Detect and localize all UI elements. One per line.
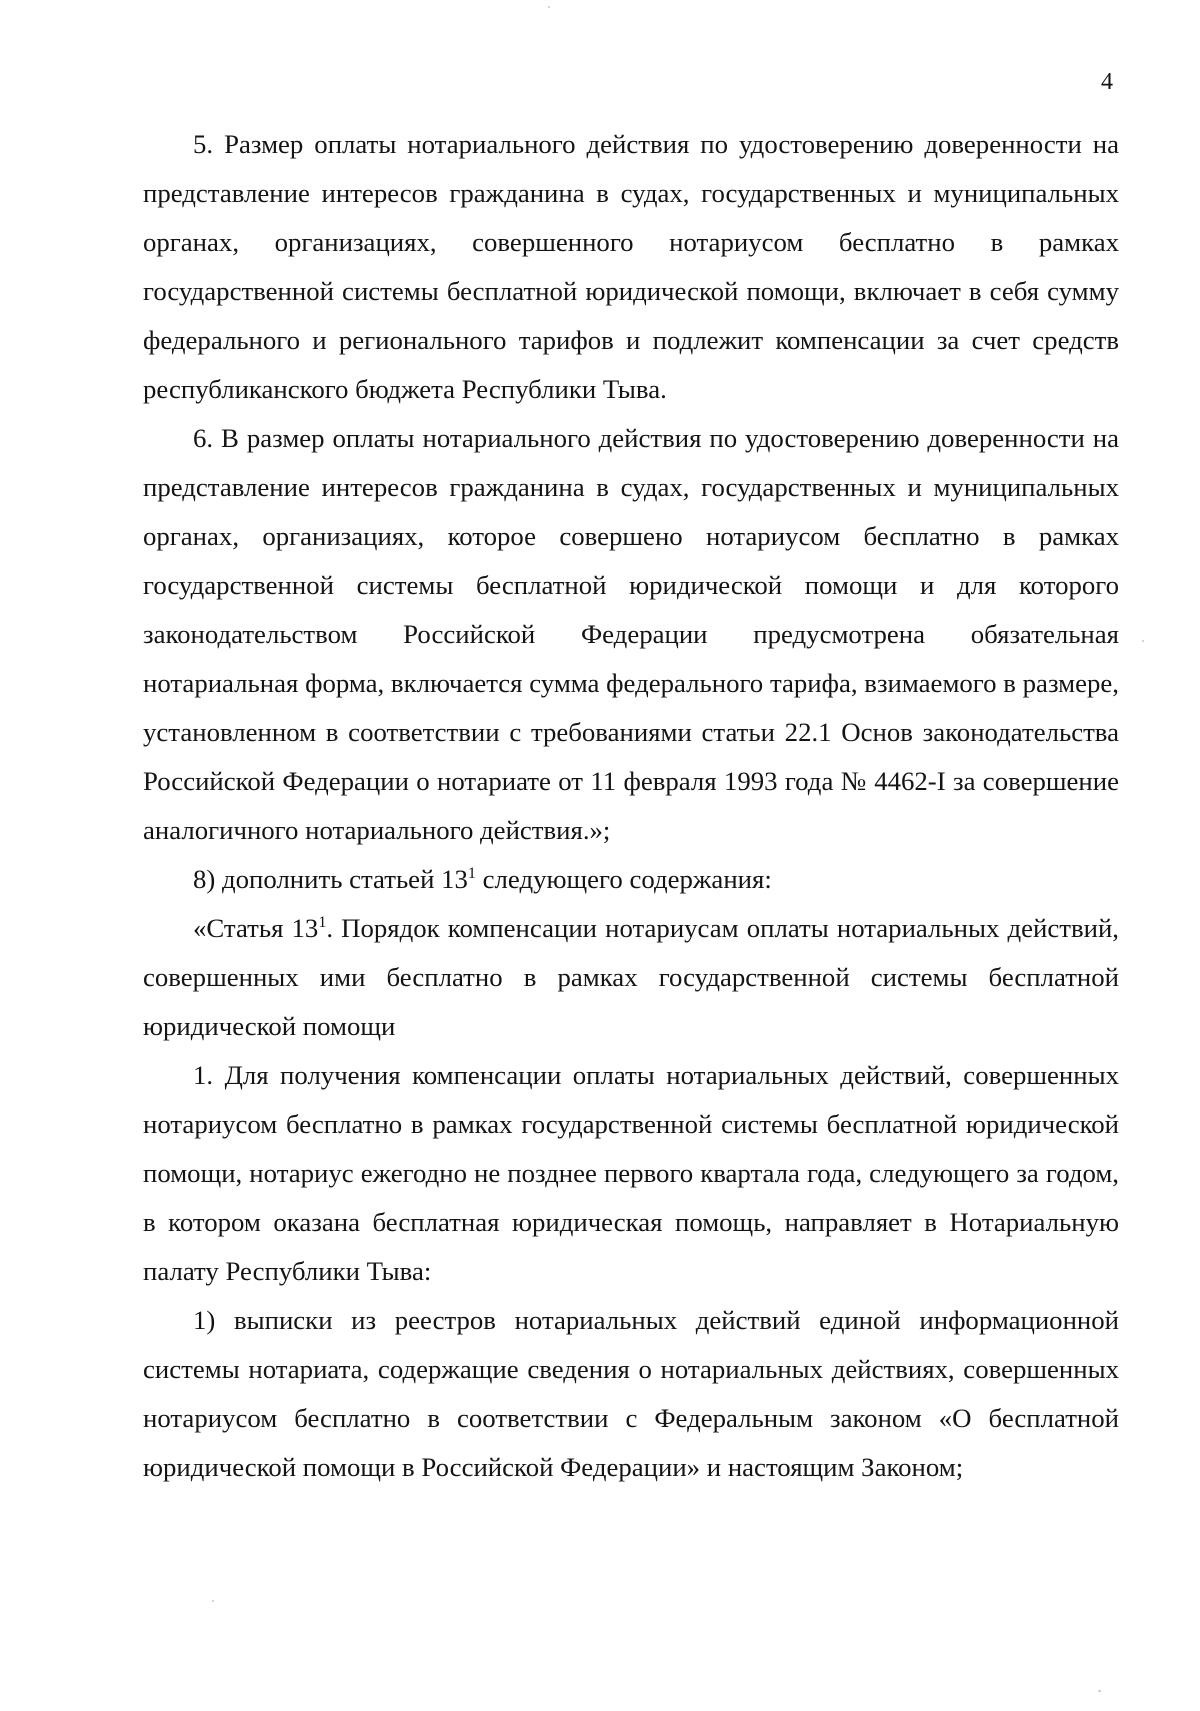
scan-speck [548, 6, 550, 8]
amendment-item-8 [143, 855, 1119, 904]
superscript: 1 [318, 914, 327, 932]
paragraph-6: 6. В размер оплаты нотариального действия по удостоверению доверенности на представление интересов гражданина в судах, государственных и муниципальных органах, организациях, которое совершено нотариусом бесплатно в рамках государственной системы бесплатной юридической помощи и для которого законодательством Российской Федерации предусмотрена обязательная нотариальная форма, включается сумма федерального тарифа, взимаемого в размере, установленном в соответствии с требованиями статьи 22.1 Основ законодательства Российской Федерации о нотариате от 11 февраля 1993 года № 4462-I за совершение аналогичного нотариального действия.»; [143, 423, 1119, 845]
article-heading [143, 904, 1119, 1051]
amendment-item-8-text: 8) дополнить статьей 13 [193, 864, 468, 894]
scan-speck [1142, 640, 1144, 642]
scan-speck [1098, 1690, 1101, 1692]
article-subitem-1: 1) выписки из реестров нотариальных действий единой информационной системы нотариата, содержащие сведения о нотариальных действиях, совершенных нотариусом бесплатно в соответствии с Федеральным законом «О бесплатной юридической помощи в Российской Федерации» и настоящим Законом; [143, 1305, 1119, 1482]
document-body [143, 120, 1119, 1492]
article-item-1: 1. Для получения компенсации оплаты нотариальных действий, совершенных нотариусом бесплатно в рамках государственной системы бесплатной юридической помощи, нотариус ежегодно не позднее первого квартала года, следующего за годом, в котором оказана бесплатная юридическая помощь, направляет в Нотариальную палату Республики Тыва: [143, 1060, 1119, 1286]
page-number: 4 [1101, 69, 1113, 95]
article-heading-text-end: . Порядок компенсации нотариусам оплаты нотариальных действий, совершенных ими бесплатно в рамках государственной системы бесплатной юридической помощи [143, 913, 1119, 1041]
scan-speck [212, 1600, 214, 1602]
superscript: 1 [467, 865, 476, 883]
amendment-item-8-text-end: следующего содержания: [475, 864, 772, 894]
article-heading-text: «Статья 13 [193, 913, 319, 943]
paragraph-5: 5. Размер оплаты нотариального действия по удостоверению доверенности на представление интересов гражданина в судах, государственных и муниципальных органах, организациях, совершенного нотариусом бесплатно в рамках государственной системы бесплатной юридической помощи, включает в себя сумму федерального и регионального тарифов и подлежит компенсации за счет средств республиканского бюджета Республики Тыва. [143, 129, 1119, 404]
